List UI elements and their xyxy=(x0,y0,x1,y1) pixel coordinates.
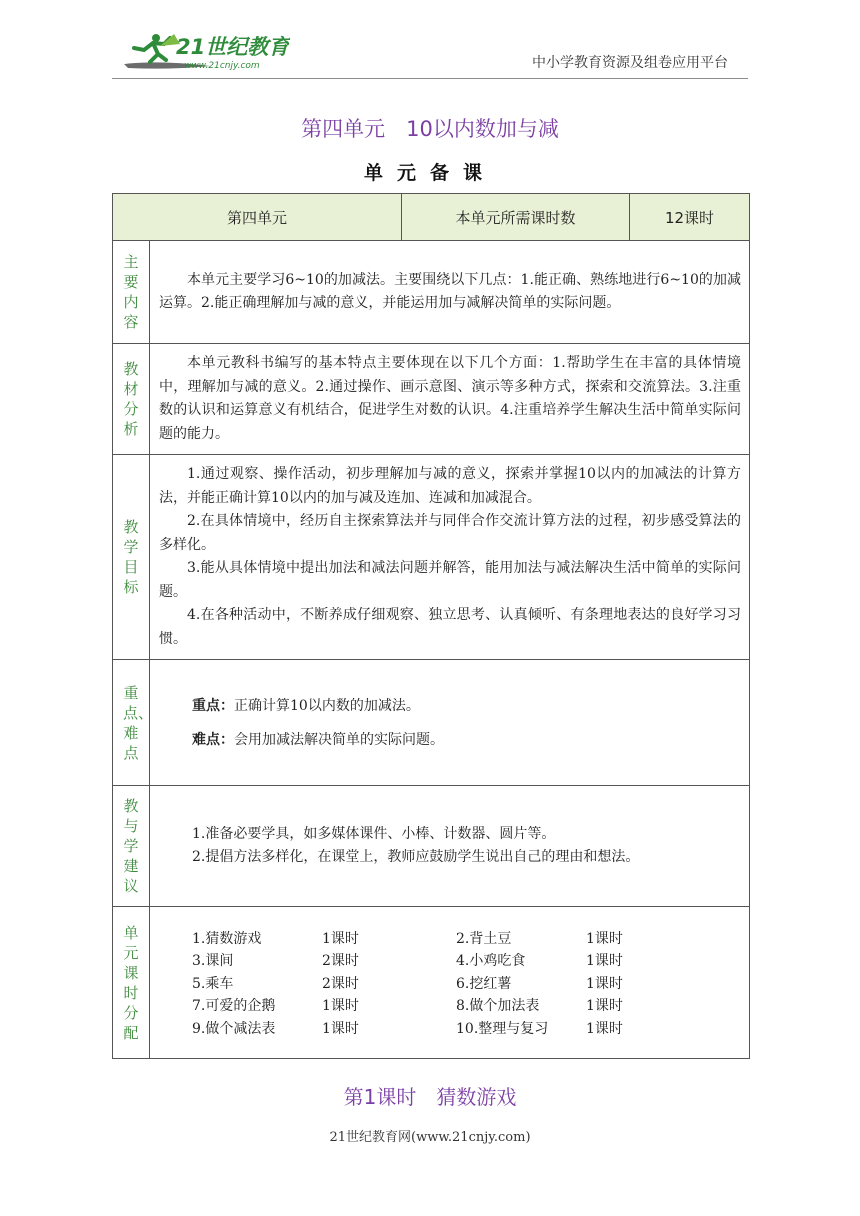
textbook-analysis-text: 本单元教科书编写的基本特点主要体现在以下几个方面：1.帮助学生在丰富的具体情境中，理解加与减的意义。2.通过操作、画示意图、演示等多种方式，探索和交流算法。3.注重数的认识和运算意义有机结合，促进学生对数的认识。4.注重培养学生解决生活中简单实际问题的能力。 xyxy=(150,344,750,455)
key-points-row xyxy=(113,660,750,786)
row-label: 教与学建议 xyxy=(113,786,150,907)
unit-name-cell: 第四单元 xyxy=(113,194,402,241)
advice-row xyxy=(113,786,750,907)
row-label: 重点、难点 xyxy=(113,660,150,786)
hours-label-cell: 本单元所需课时数 xyxy=(402,194,630,241)
goal-item: 3.能从具体情境中提出加法和减法问题并解答，能用加法与减法解决生活中简单的实际问题。 xyxy=(159,560,742,600)
row-label: 教材分析 xyxy=(113,344,150,455)
runner-logo-icon xyxy=(120,30,290,74)
advice-text xyxy=(150,786,750,907)
goals-row xyxy=(113,455,750,660)
schedule-row xyxy=(113,907,750,1059)
goal-item: 1.通过观察、操作活动，初步理解加与减的意义，探索并掌握10以内的加减法的计算方法，并能正确计算10以内的加与减及连加、连减和加减混合。 xyxy=(159,466,742,506)
section-subtitle: 单元备课 xyxy=(363,162,496,184)
row-label: 教学目标 xyxy=(113,455,150,660)
row-label: 单元课时分配 xyxy=(113,907,150,1059)
schedule-item: 3.课间 2课时 4.小鸡吃食 1课时 xyxy=(192,953,623,969)
key-points-text xyxy=(150,660,750,786)
logo-text: 21世纪教育 xyxy=(176,35,290,59)
platform-name: 中小学教育资源及组卷应用平台 xyxy=(532,55,728,71)
page-title: 第四单元 10以内数加与减 xyxy=(301,117,559,141)
goal-item: 4.在各种活动中，不断养成仔细观察、独立思考、认真倾听、有条理地表达的良好学习习惯。 xyxy=(159,607,742,647)
row-label: 主要内容 xyxy=(113,241,150,344)
main-content-text: 本单元主要学习6~10的加减法。主要围绕以下几点：1.能正确、熟练地进行6~10的加减运算。2.能正确理解加与减的意义，并能运用加与减解决简单的实际问题。 xyxy=(150,241,750,344)
advice-item: 1.准备必要学具，如多媒体课件、小棒、计数器、圆片等。 xyxy=(192,826,556,842)
table-header-row xyxy=(113,194,750,241)
schedule-list xyxy=(150,907,750,1059)
lesson-title: 第1课时 猜数游戏 xyxy=(343,1085,517,1109)
schedule-item: 5.乘车 2课时 6.挖红薯 1课时 xyxy=(192,975,623,992)
schedule-item: 7.可爱的企鹅 1课时 8.做个加法表 1课时 xyxy=(192,998,623,1014)
unit-plan-table xyxy=(112,193,750,1059)
goal-item: 2.在具体情境中，经历自主探索算法并与同伴合作交流计算方法的过程，初步感受算法的多样化。 xyxy=(159,513,742,553)
difficult-text: 会用加减法解决简单的实际问题。 xyxy=(234,731,444,748)
schedule-item: 9.做个减法表 1课时 10.整理与复习 1课时 xyxy=(192,1020,623,1037)
logo xyxy=(120,30,290,74)
advice-item: 2.提倡方法多样化，在课堂上，教师应鼓励学生说出自己的理由和想法。 xyxy=(192,849,640,865)
goals-text xyxy=(150,455,750,660)
logo-url: www.21cnjy.com xyxy=(184,61,260,71)
key-text: 正确计算10以内数的加减法。 xyxy=(234,697,420,714)
page-footer: 21世纪教育网(www.21cnjy.com) xyxy=(329,1130,531,1145)
key-label: 重点： xyxy=(192,697,234,714)
main-content-row xyxy=(113,241,750,344)
page-header xyxy=(112,30,748,79)
schedule-item: 1.猜数游戏 1课时 2.背土豆 1课时 xyxy=(192,930,623,947)
textbook-analysis-row xyxy=(113,344,750,455)
difficult-label: 难点： xyxy=(192,731,234,748)
hours-value-cell: 12课时 xyxy=(630,194,750,241)
